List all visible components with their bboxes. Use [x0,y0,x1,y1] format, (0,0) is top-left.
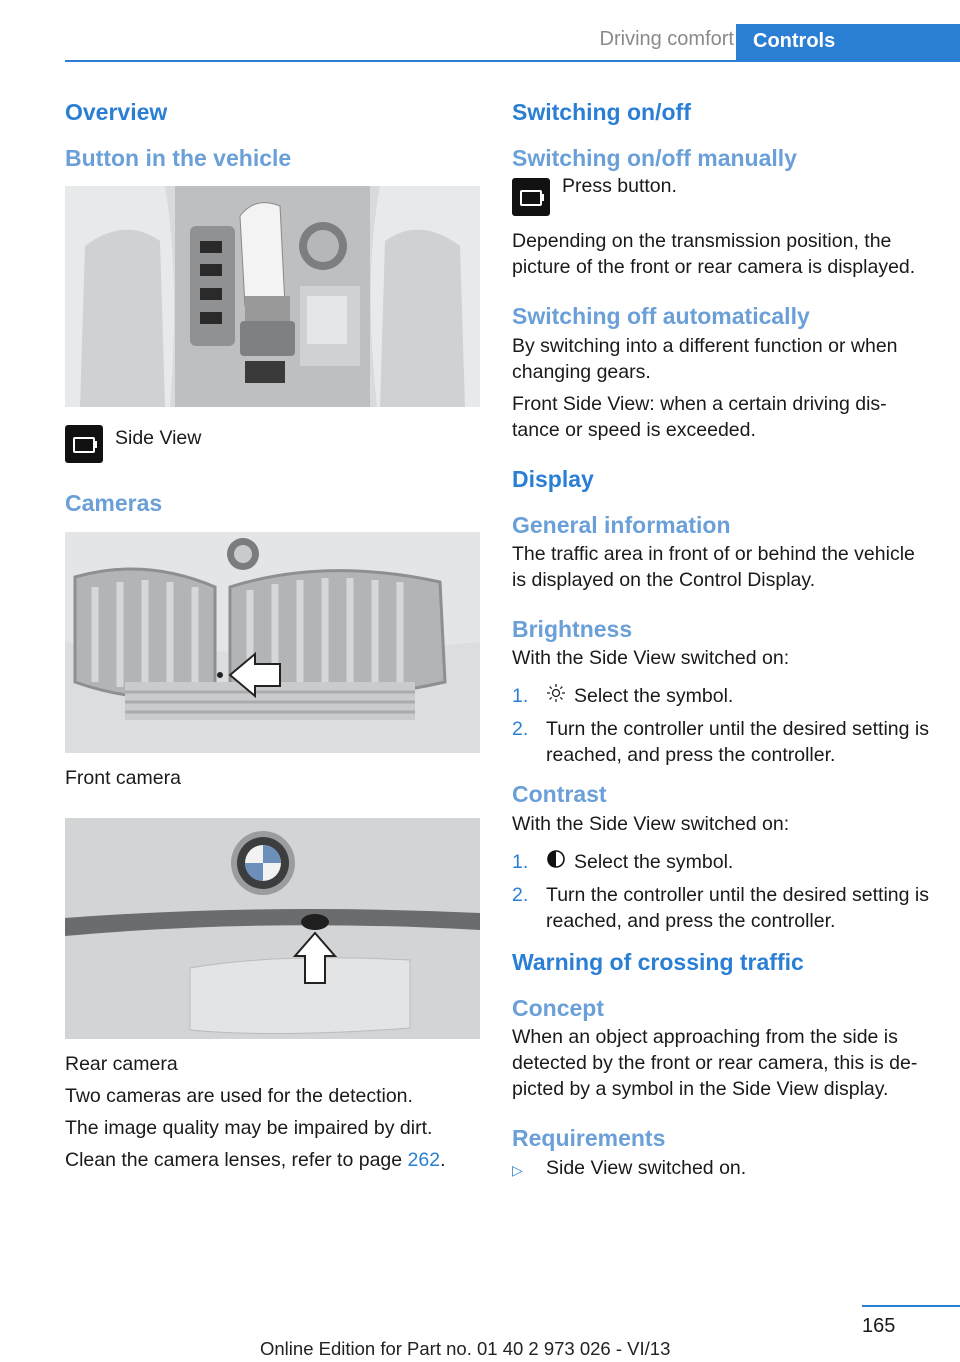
switching-heading: Switching on/off [512,99,691,125]
contrast-intro: With the Side View switched on: [512,812,790,835]
list-item: 2. Turn the controller until the desired setting is reached, and press the controller. [512,884,929,932]
footer-rule [862,1305,960,1307]
contrast-steps [512,849,932,934]
brightness-heading: Brightness [512,615,633,642]
manual-switching-heading: Switching on/off manually [512,145,797,172]
left-column [65,96,480,1173]
header-rule [65,60,960,62]
press-button-row [512,175,932,216]
auto-off-paragraph-2: Front Side View: when a certain driving dis‐tance or speed is exceeded. [512,392,887,441]
dirt-paragraph: The image quality may be impaired by dirt. [65,1116,433,1139]
right-column [512,96,932,1183]
detection-paragraph: Two cameras are used for the detection. [65,1084,413,1107]
clean-lenses-paragraph: Clean the camera lenses, refer to page 262. [65,1148,446,1171]
overview-heading: Overview [65,99,168,125]
page-262-link[interactable]: 262 [407,1148,441,1171]
side-view-label: Side View [115,427,202,450]
concept-heading: Concept [512,995,604,1022]
brightness-sun-icon [546,683,566,710]
center-console-photo [65,186,480,407]
list-item: 1. Select the symbol. [512,683,932,710]
page-header [0,0,960,62]
page-number: 165 [862,1315,896,1337]
triangle-right-icon: ▷ [512,1161,523,1178]
brightness-steps [512,683,932,768]
contrast-heading: Contrast [512,781,607,808]
cameras-heading: Cameras [65,490,163,517]
list-item: ▷ Side View switched on. [512,1155,932,1183]
requirements-heading: Requirements [512,1125,666,1152]
display-heading: Display [512,465,594,492]
button-in-vehicle-heading: Button in the vehicle [65,145,292,172]
concept-paragraph: When an object approaching from the side is detected by the front or rear camera, this is de‐picted by a symbol in the Side View display. [512,1026,918,1101]
side-view-button-icon [512,178,550,216]
rear-camera-caption: Rear camera [65,1052,178,1075]
edition-footer: Online Edition for Part no. 01 40 2 973 026 - VI/13 [260,1338,671,1359]
general-info-heading: General information [512,511,731,538]
press-button-text: Press button. [562,175,677,198]
header-section-title: Driving comfort [599,28,734,50]
side-view-button-row [65,425,480,463]
brightness-intro: With the Side View switched on: [512,647,790,670]
header-tab-controls: Controls [736,24,960,62]
list-item: 1. Select the symbol. [512,849,932,876]
warning-crossing-traffic-heading: Warning of crossing traffic [512,949,804,975]
list-item: 2. Turn the controller until the desired setting is reached, and press the controller. [512,718,929,767]
rear-camera-photo [65,818,480,1039]
requirements-list [512,1155,932,1183]
general-info-paragraph: The traffic area in front of or behind the vehicle is displayed on the Control Display. [512,542,915,591]
auto-off-paragraph-1: By switching into a different function or when changing gears. [512,334,898,383]
contrast-half-circle-icon [546,849,566,876]
transmission-paragraph: Depending on the transmission position, the picture of the front or rear camera is displayed. [512,230,916,279]
side-view-button-icon [65,425,103,463]
auto-off-heading: Switching off automatically [512,303,810,330]
front-camera-caption: Front camera [65,766,181,789]
front-camera-photo [65,532,480,753]
